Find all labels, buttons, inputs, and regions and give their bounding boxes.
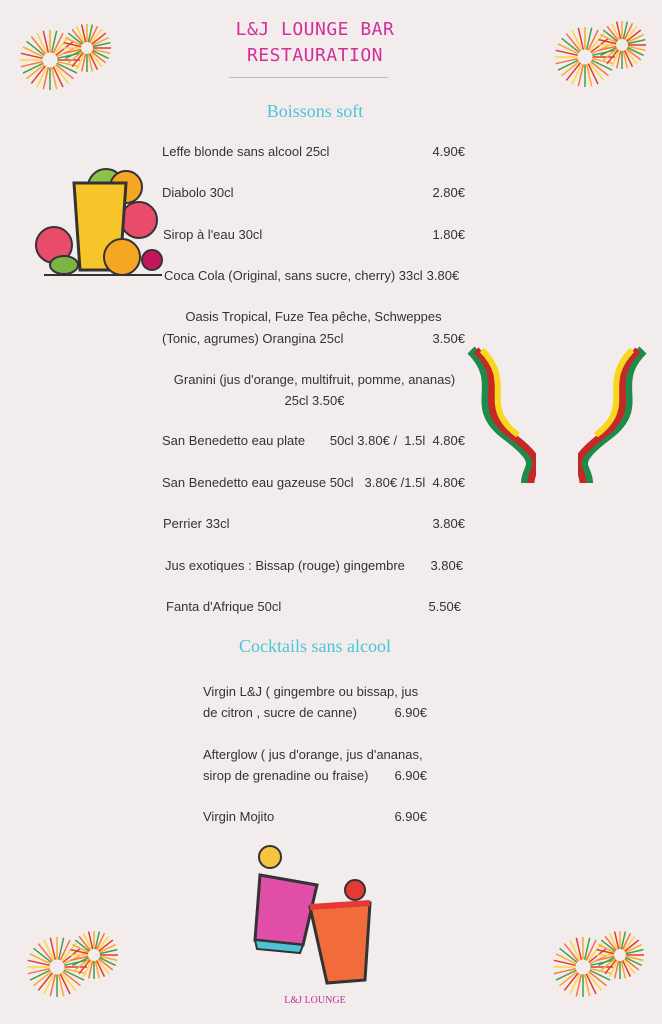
item-price: 3.80€ — [430, 558, 463, 573]
item-price: 25cl 3.50€ — [284, 393, 345, 408]
item-description: Afterglow ( jus d'orange, jus d'ananas, — [203, 747, 423, 762]
footer-brand: L&J LOUNGE — [284, 995, 346, 1006]
item-price: 4.90€ — [432, 144, 465, 159]
menu-item — [162, 309, 465, 347]
item-price: 6.90€ — [394, 705, 427, 720]
firework-icon — [548, 925, 648, 1005]
ribbon-right-icon — [578, 345, 648, 485]
menu-item — [162, 144, 465, 160]
section-heading-soft: Boissons soft — [266, 101, 364, 121]
item-price: 2.80€ — [432, 185, 465, 200]
menu-item — [166, 599, 461, 615]
menu-item — [203, 809, 427, 825]
item-price: 50cl 3.80€ / 1.5l 4.80€ — [329, 433, 465, 448]
title-line-2: RESTAURATION — [246, 45, 384, 66]
item-name: Jus exotiques : Bissap (rouge) gingembre — [165, 558, 405, 573]
item-name: Coca Cola (Original, sans sucre, cherry) 33cl — [164, 268, 423, 283]
item-price: 5.50€ — [428, 599, 461, 614]
item-price: 6.90€ — [394, 809, 427, 824]
item-price: 3.80€ — [426, 268, 460, 283]
menu-item — [163, 227, 465, 243]
item-name: Virgin Mojito — [203, 809, 275, 824]
item-name: Perrier 33cl — [163, 516, 230, 531]
item-name: sirop de grenadine ou fraise) — [203, 768, 369, 783]
menu-item — [203, 747, 427, 784]
item-name: Sirop à l'eau 30cl — [163, 227, 263, 242]
item-price: 6.90€ — [394, 768, 427, 783]
menu-item — [162, 475, 465, 491]
item-description: Granini (jus d'orange, multifruit, pomme, ananas) — [173, 372, 456, 387]
menu-item — [165, 558, 463, 574]
menu-item — [162, 372, 467, 409]
menu-item — [164, 268, 466, 284]
item-price: 1.80€ — [432, 227, 465, 242]
item-name: de citron , sucre de canne) — [203, 705, 357, 720]
item-name: San Benedetto eau gazeuse 50cl — [162, 475, 354, 490]
item-name: (Tonic, agrumes) Orangina 25cl — [162, 331, 344, 346]
item-name: San Benedetto eau plate — [162, 433, 306, 448]
section-heading-cocktails: Cocktails sans alcool — [239, 636, 391, 656]
item-description: Oasis Tropical, Fuze Tea pêche, Schweppes — [185, 309, 442, 324]
item-name: Diabolo 30cl — [162, 185, 234, 200]
cocktails-icon — [245, 845, 385, 985]
menu-item — [162, 433, 465, 449]
item-price: 3.80€ /1.5l 4.80€ — [364, 475, 465, 490]
fruit-juice-glass-icon — [34, 165, 164, 280]
item-description: Virgin L&J ( gingembre ou bissap, jus — [203, 684, 419, 699]
menu-item — [163, 516, 465, 532]
title-line-1: L&J LOUNGE BAR — [235, 19, 395, 40]
item-name: Fanta d'Afrique 50cl — [166, 599, 282, 614]
firework-icon — [22, 925, 122, 1005]
item-price: 3.80€ — [432, 516, 465, 531]
item-name: Leffe blonde sans alcool 25cl — [162, 144, 330, 159]
menu-item — [162, 185, 465, 201]
menu-item — [203, 684, 427, 721]
ribbon-left-icon — [466, 345, 536, 485]
title-divider — [229, 77, 388, 78]
item-price: 3.50€ — [432, 331, 465, 346]
